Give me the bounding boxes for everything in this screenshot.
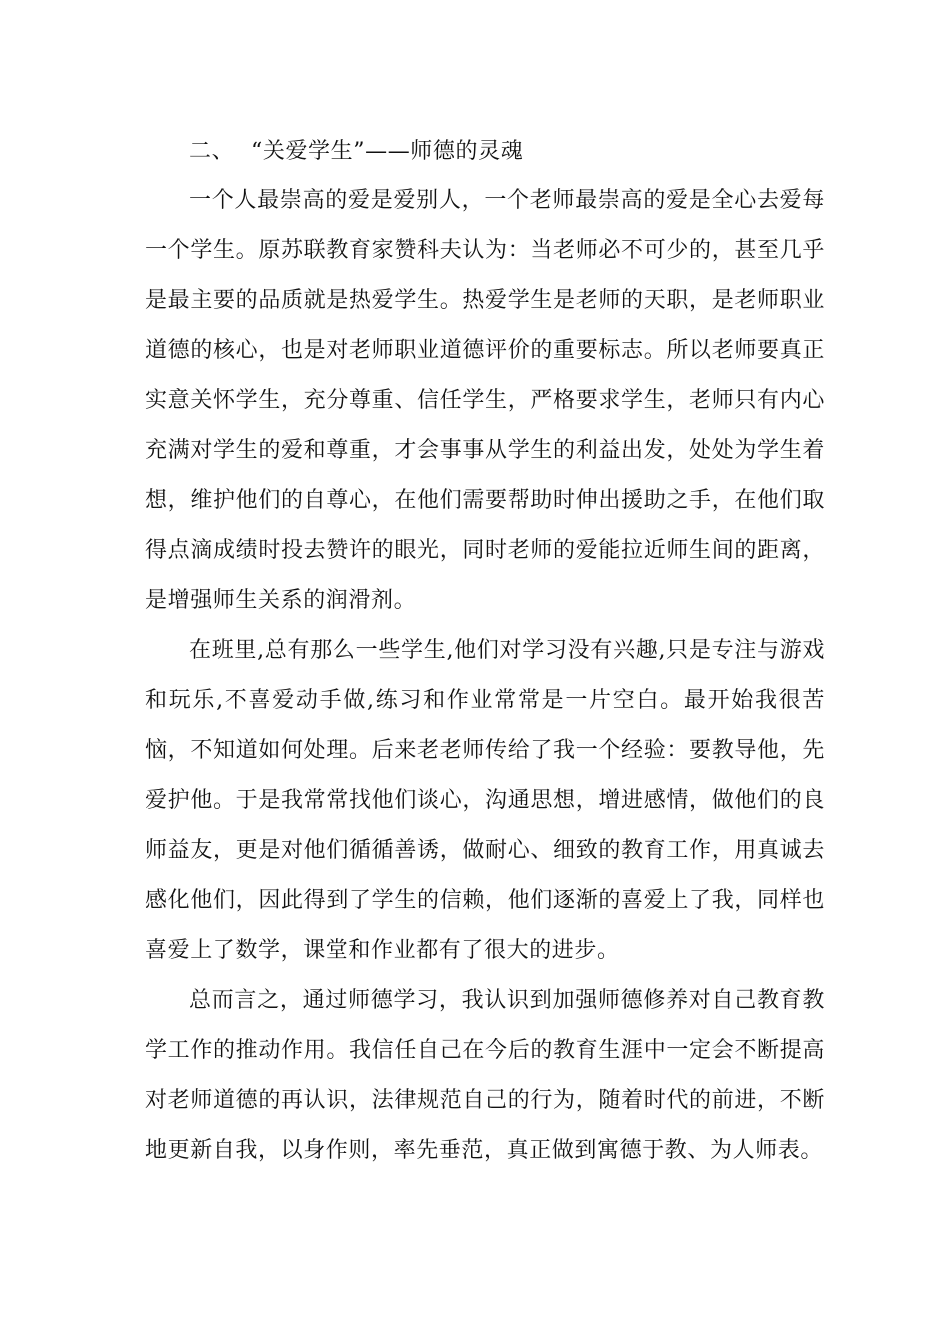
section-heading: [145, 128, 825, 176]
paragraph-3: 总而言之，通过师德学习，我认识到加强师德修养对自己教育教学工作的推动作用。我信任自己在今后的教育生涯中一定会不断提高对老师道德的再认识，法律规范自己的行为，随着时代的前进，不断地更新自我，以身作则，率先垂范，真正做到寓德于教、为人师表。: [145, 988, 825, 1163]
paragraph-2: 在班里,总有那么一些学生,他们对学习没有兴趣,只是专注与游戏和玩乐,不喜爱动手做,练习和作业常常是一片空白。最开始我很苦恼，不知道如何处理。后来老老师传给了我一个经验：要教导他，先爱护他。于是我常常找他们谈心，沟通思想，增进感情，做他们的良师益友，更是对他们循循善诱，做耐心、细致的教育工作，用真诚去感化他们，因此得到了学生的信赖，他们逐渐的喜爱上了我，同样也喜爱上了数学，课堂和作业都有了很大的进步。: [145, 638, 825, 963]
document-body: [145, 128, 825, 1176]
section-title: “关爱学生”——师德的灵魂: [251, 139, 524, 164]
section-number: 二、: [189, 139, 235, 164]
paragraph-1: 一个人最崇高的爱是爱别人，一个老师最崇高的爱是全心去爱每一个学生。原苏联教育家赞科夫认为：当老师必不可少的，甚至几乎是最主要的品质就是热爱学生。热爱学生是老师的天职，是老师职业道德的核心，也是对老师职业道德评价的重要标志。所以老师要真正实意关怀学生，充分尊重、信任学生，严格要求学生，老师只有内心充满对学生的爱和尊重，才会事事从学生的利益出发，处处为学生着想，维护他们的自尊心，在他们需要帮助时伸出援助之手，在他们取得点滴成绩时投去赞许的眼光，同时老师的爱能拉近师生间的距离，是增强师生关系的润滑剂。: [145, 188, 825, 613]
